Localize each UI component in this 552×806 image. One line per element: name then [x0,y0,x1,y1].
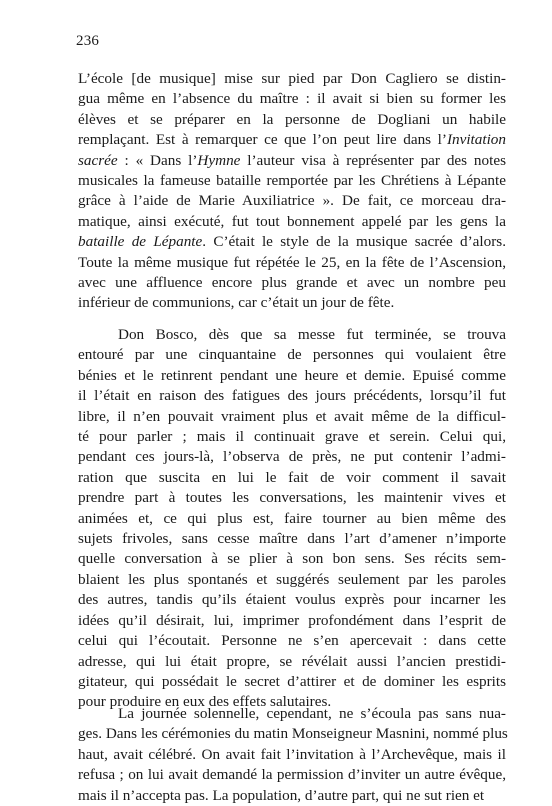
text-line: il l’était en raison des fatigues des jours précédents, lorsqu’il fut [78,387,506,405]
text-line: gua même en l’absence du maître : il avait si bien su former les [78,90,506,108]
text-line: blaient les plus spontanés et suggérés seulement par les paroles [78,570,506,588]
italic-text: sacrée [78,151,118,169]
text-line: entouré par une cinquantaine de personnes qui voulaient être [78,346,506,364]
text-line: matique, ainsi exécuté, fut tout bonnement appelé par les gens la [78,212,506,230]
page-number: 236 [76,33,100,49]
text-line: pour produire en eux des effets salutaires. [78,693,332,711]
text-line: libre, il n’en pouvait vraiment plus et avait même de la difficul- [78,407,506,425]
text-line: adresse, qui lui était propre, se révélait aussi l’ancien prestidi- [78,652,506,670]
text-line: mais il n’accepta pas. La population, d’autre part, qui ne sut rien et [78,786,485,804]
paragraph-3 [78,704,506,806]
text-line: animées et, ce qui plus est, faire tourner au bien même des [78,509,506,527]
text-line: remplaçant. Est à remarquer ce que l’on peut lire dans l’Invitation [78,131,506,149]
text-line: gitateur, qui possédait le secret d’attirer et de dominer les esprits [78,672,506,690]
text-line: Don Bosco, dès que sa messe fut terminée, se trouva [118,326,506,343]
text-line: refusa ; on lui avait demandé la permission d’inviter un autre évêque, [78,766,506,784]
text-line: Toute la même musique fut répétée le 25, en la fête de l’Ascension, [78,253,506,271]
text-line: pendant ces jours-là, l’observa de près, ne put contenir l’admi- [78,448,506,466]
text-line: haut, avait célébré. On avait fait l’invitation à l’Archevêque, mais il [78,745,506,763]
text-line: La journée solennelle, cependant, ne s’écoula pas sans nua- [118,705,506,722]
text-line: L’école [de musique] mise sur pied par Don Cagliero se distin- [78,70,506,87]
text-line: bataille de Lépante. C’était le style de la musique sacrée d’alors. [78,233,506,251]
text-line: idées qu’il désirait, lui, imprimer profondément dans l’esprit de [78,611,506,629]
text-line: élèves et se préparer en la personne de Dogliani un habile [78,110,506,128]
italic-text: Invitation [446,131,506,149]
text-line: sujets frivoles, sans cesse maître dans l’art d’amener n’importe [78,530,506,548]
text-line: bénies et le retinrent pendant une heure et demie. Epuisé comme [78,366,506,384]
text-line: inférieur de communions, car c’était un jour de fête. [78,294,395,312]
italic-text: bataille de Lépante [78,233,203,251]
text-line: sacrée : « Dans l’Hymne l’auteur visa à représenter par des notes [78,151,506,169]
text-line: grâce à l’aide de Marie Auxiliatrice ». De fait, ce morceau dra- [78,192,506,210]
text-line: des autres, tandis qu’ils étaient voulus exprès pour incarner les [78,591,506,609]
text-line: musicales la fameuse bataille remportée par les Chrétiens à Lépante [78,172,506,190]
paragraph-2 [78,325,506,713]
text-line: té pour parler ; mais il continuait grave et serein. Celui qui, [78,428,506,446]
text-line: ration que suscita en lui le fait de voir comment il savait [78,468,506,486]
paragraph-1 [78,69,506,314]
text-line: ges. Dans les cérémonies du matin Monseigneur Masnini, nommé plus [78,725,508,743]
italic-text: Hymne [197,151,241,169]
text-line: prendre part à toutes les conversations, les maintenir vives et [78,489,506,507]
text-line: celui qui l’écoutait. Personne ne s’en apercevait : dans cette [78,632,506,650]
text-line: quelle conversation à se plier à son bon sens. Ses récits sem- [78,550,506,568]
text-line: avec une affluence encore plus grande et avec un nombre peu [78,274,506,292]
